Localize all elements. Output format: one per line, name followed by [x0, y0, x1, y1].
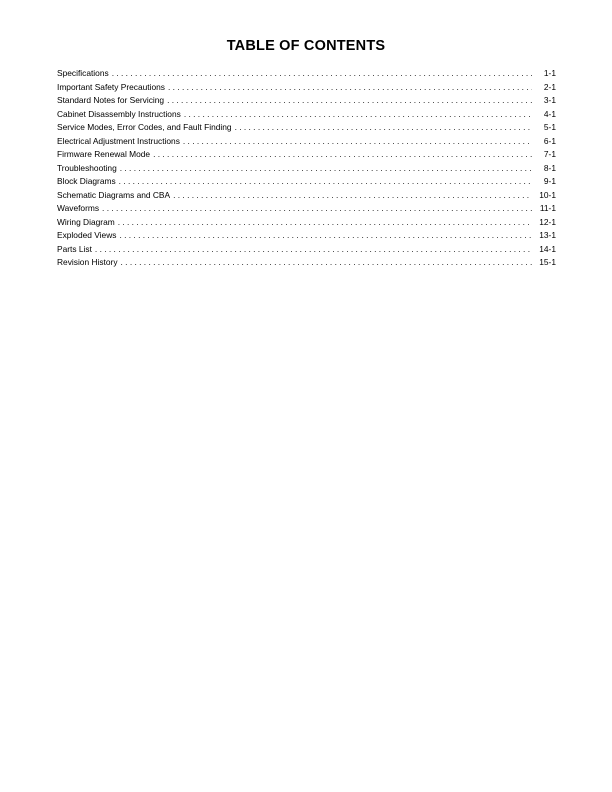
toc-entry-label: Block Diagrams	[57, 176, 116, 186]
toc-entry[interactable]	[57, 256, 556, 270]
toc-entry[interactable]	[57, 94, 556, 108]
toc-entry-page: 2-1	[543, 81, 556, 92]
toc-entry-label: Standard Notes for Servicing	[57, 95, 165, 105]
dot-leader	[167, 94, 532, 108]
page-title: TABLE OF CONTENTS	[226, 38, 386, 54]
toc-entry[interactable]	[57, 67, 556, 81]
toc-entry-label: Service Modes, Error Codes, and Fault Finding	[57, 122, 232, 132]
toc-entry-page: 7-1	[543, 149, 556, 159]
toc-entry[interactable]	[57, 229, 556, 243]
toc-entry-label: Schematic Diagrams and CBA	[57, 189, 171, 200]
dot-leader	[168, 81, 532, 95]
toc-entry[interactable]	[57, 243, 556, 257]
dot-leader	[173, 189, 532, 203]
toc-entry-page: 5-1	[543, 122, 556, 132]
dot-leader	[119, 175, 532, 189]
dot-leader	[102, 202, 532, 216]
dot-leader	[235, 121, 532, 135]
toc-entry-label: Cabinet Disassembly Instructions	[57, 108, 181, 119]
toc-list	[57, 67, 556, 270]
toc-entry-page: 15-1	[539, 257, 556, 267]
toc-entry[interactable]	[57, 81, 556, 95]
toc-entry-label: Exploded Views	[57, 230, 117, 240]
toc-entry-page: 8-1	[543, 162, 556, 173]
toc-entry-label: Firmware Renewal Mode	[57, 149, 151, 159]
dot-leader	[183, 135, 532, 149]
toc-entry[interactable]	[57, 148, 556, 162]
dot-leader	[184, 108, 532, 122]
toc-entry-label: Parts List	[57, 243, 92, 254]
toc-entry-label: Waveforms	[57, 203, 100, 213]
dot-leader	[95, 243, 532, 257]
toc-entry-page: 4-1	[543, 108, 556, 119]
toc-entry-label: Electrical Adjustment Instructions	[57, 135, 180, 146]
toc-entry[interactable]	[57, 121, 556, 135]
toc-entry[interactable]	[57, 108, 556, 122]
toc-entry-label: Wiring Diagram	[57, 216, 115, 227]
dot-leader	[120, 162, 532, 176]
toc-entry-label: Revision History	[57, 257, 118, 267]
toc-entry-page: 3-1	[543, 95, 556, 105]
toc-entry-page: 1-1	[543, 68, 556, 78]
toc-entry[interactable]	[57, 135, 556, 149]
toc-entry-label: Specifications	[57, 68, 109, 78]
dot-leader	[119, 229, 532, 243]
toc-entry-page: 9-1	[543, 176, 556, 186]
toc-entry-page: 13-1	[539, 230, 556, 240]
dot-leader	[118, 216, 532, 230]
toc-entry[interactable]	[57, 189, 556, 203]
toc-entry-label: Important Safety Precautions	[57, 81, 165, 92]
toc-entry-page: 12-1	[539, 216, 556, 227]
toc-entry-page: 6-1	[543, 135, 556, 146]
toc-entry[interactable]	[57, 162, 556, 176]
dot-leader	[112, 67, 532, 81]
toc-entry[interactable]	[57, 202, 556, 216]
dot-leader	[153, 148, 532, 162]
toc-entry-label: Troubleshooting	[57, 162, 117, 173]
dot-leader	[121, 256, 532, 270]
toc-entry[interactable]	[57, 175, 556, 189]
toc-entry-page: 14-1	[539, 243, 556, 254]
toc-entry-page: 11-1	[539, 203, 556, 213]
toc-entry[interactable]	[57, 216, 556, 230]
toc-entry-page: 10-1	[539, 189, 556, 200]
